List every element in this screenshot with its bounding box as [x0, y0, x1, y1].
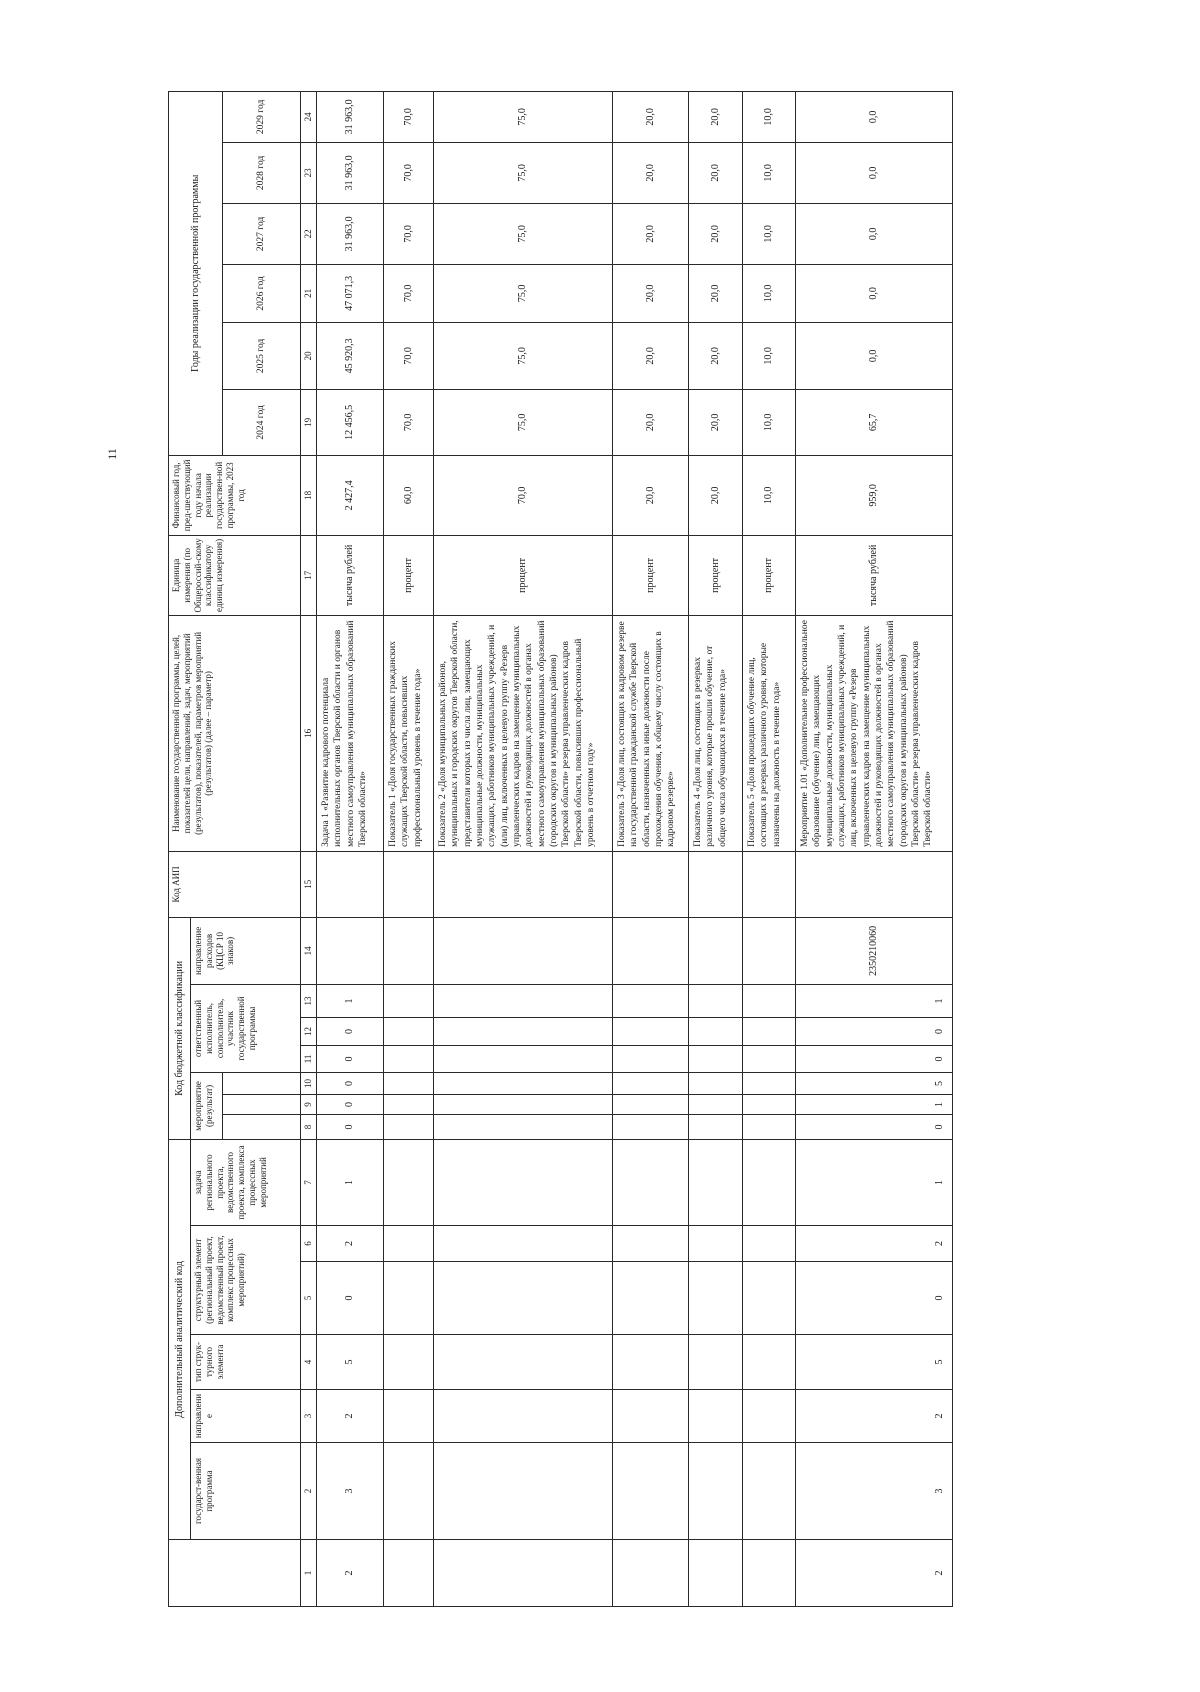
year-value-cell: 20,0: [613, 142, 689, 203]
code-cell: 3: [796, 1443, 953, 1540]
year-value-cell: 20,0: [689, 203, 743, 264]
year-value-cell: 0,0: [796, 91, 953, 142]
code-cell: 0: [317, 1072, 384, 1094]
column-number: 9: [301, 1094, 317, 1114]
year-value-cell: 70,0: [384, 264, 434, 322]
year-value-cell: 31 963,0: [317, 142, 384, 203]
header-activity-sub: [223, 1072, 301, 1094]
code-cell: 1: [317, 984, 384, 1017]
year-value-cell: 75,0: [434, 389, 613, 455]
base-year-value-cell: 20,0: [613, 455, 689, 535]
code-cell: [434, 1045, 613, 1072]
header-group-additional-code: Дополнительный аналитический код: [169, 1139, 191, 1539]
year-value-cell: 10,0: [743, 322, 796, 389]
base-year-value-cell: 70,0: [434, 455, 613, 535]
code-cell: [613, 984, 689, 1017]
year-value-cell: 75,0: [434, 203, 613, 264]
year-value-cell: 10,0: [743, 142, 796, 203]
header-expense-direction: направление расходов (КЦСР 10 знаков): [191, 917, 301, 984]
table-row: [796, 91, 953, 1606]
unit-cell: процент: [613, 535, 689, 615]
year-value-cell: 0,0: [796, 203, 953, 264]
column-number: 10: [301, 1072, 317, 1094]
item-name-cell: Показатель 5 «Доля прошедших обучение лиц, состоящих в резервах различного уровня, которые назначены на должность в течение года»: [743, 615, 796, 851]
header-year: 2026 год: [223, 264, 301, 322]
program-table: [168, 91, 953, 1607]
kcsr-cell: [434, 917, 613, 984]
header-year: 2027 год: [223, 203, 301, 264]
code-cell: [743, 1139, 796, 1225]
unit-cell: процент: [689, 535, 743, 615]
year-value-cell: 10,0: [743, 389, 796, 455]
code-cell: [384, 1017, 434, 1045]
year-value-cell: 20,0: [613, 91, 689, 142]
column-number: 23: [301, 142, 317, 203]
code-cell: [613, 1335, 689, 1390]
code-cell: [434, 1072, 613, 1094]
code-cell: [613, 1094, 689, 1114]
column-number-row: [301, 91, 317, 1606]
code-cell: [384, 1072, 434, 1094]
code-cell: [743, 1390, 796, 1443]
code-cell: [743, 1226, 796, 1262]
code-cell: 2: [796, 1540, 953, 1607]
code-cell: [743, 1045, 796, 1072]
code-cell: [689, 1017, 743, 1045]
code-cell: [689, 1335, 743, 1390]
code-cell: [434, 1139, 613, 1225]
code-cell: [434, 1262, 613, 1335]
code-cell: [743, 1262, 796, 1335]
code-cell: [434, 1226, 613, 1262]
item-name-cell: Показатель 3 «Доля лиц, состоящих в кадровом резерве на государственной гражданской службе Тверской области, назначенных на иные должности после прохождения обучения, к общему числу состоящих в кадровом резерве»: [613, 615, 689, 851]
table-row: [434, 91, 613, 1606]
code-cell: 1: [796, 984, 953, 1017]
code-cell: 0: [796, 1114, 953, 1139]
code-cell: [434, 1390, 613, 1443]
code-cell: [384, 1335, 434, 1390]
code-cell: [613, 1045, 689, 1072]
code-cell: [743, 1094, 796, 1114]
item-name-cell: Мероприятие 1.01 «Дополнительное профессиональное образование (обучение) лиц, замещающих муниципальные должности, муниципальных служащих, работников муниципальных учреждений, и лиц, включенных в целевую группу «Резерв управленческих кадров на замещение муниципальных должностей и руководящих должностей в органах местного самоуправления муниципальных образований (городских округов и муниципальных районов) Тверской области» резерва управленческих кадров Тверской области»: [796, 615, 953, 851]
header-activity-sub: [223, 1094, 301, 1114]
code-cell: [613, 1017, 689, 1045]
page-number: 11: [105, 448, 119, 460]
code-cell: [689, 1139, 743, 1225]
unit-cell: тысяча рублей: [317, 535, 384, 615]
code-cell: [384, 1443, 434, 1540]
code-cell: [434, 1540, 613, 1607]
year-value-cell: 10,0: [743, 264, 796, 322]
column-number: 3: [301, 1390, 317, 1443]
code-cell: [384, 984, 434, 1017]
code-cell: 0: [317, 1045, 384, 1072]
header-activity-sub: [223, 1114, 301, 1139]
code-cell: [384, 1262, 434, 1335]
unit-cell: процент: [434, 535, 613, 615]
code-cell: 0: [317, 1094, 384, 1114]
aip-cell: [689, 851, 743, 917]
code-cell: [613, 1139, 689, 1225]
column-number: 17: [301, 535, 317, 615]
column-number: 7: [301, 1139, 317, 1225]
code-cell: [434, 1017, 613, 1045]
table-row: [689, 91, 743, 1606]
base-year-value-cell: 2 427,4: [317, 455, 384, 535]
code-cell: 5: [317, 1335, 384, 1390]
code-cell: 2: [317, 1540, 384, 1607]
table-row: [317, 91, 384, 1606]
item-name-cell: Показатель 2 «Доля муниципальных районов, муниципальных и городских округов Тверской области, представители которых из числа лиц, замещающих муниципальные должности, муниципальных служащих, работников муниципальных учреждений, и (или) лиц, включенных в целевую группу «Резерв управленческих кадров на замещение муниципальных должностей и руководящих должностей в органах местного самоуправления муниципальных образований (городских округов и муниципальных районов) Тверской области» резерва управленческих кадров Тверской области, повысивших профессиональный уровень в отчетном году»: [434, 615, 613, 851]
year-value-cell: 75,0: [434, 322, 613, 389]
code-cell: [613, 1072, 689, 1094]
header-structural-element-type: тип струк-турного элемента: [191, 1335, 301, 1390]
code-cell: 2: [317, 1226, 384, 1262]
header-group-years: Годы реализации государственной программы: [169, 91, 223, 455]
code-cell: 1: [796, 1139, 953, 1225]
code-cell: [743, 1072, 796, 1094]
item-name-cell: Задача 1 «Развитие кадрового потенциала исполнительных органов Тверской области и органов местного самоуправления муниципальных образований Тверской области»: [317, 615, 384, 851]
year-value-cell: 20,0: [689, 389, 743, 455]
code-cell: [434, 1335, 613, 1390]
year-value-cell: 65,7: [796, 389, 953, 455]
column-number: 14: [301, 917, 317, 984]
aip-cell: [384, 851, 434, 917]
column-number: 4: [301, 1335, 317, 1390]
code-cell: 5: [796, 1072, 953, 1094]
base-year-value-cell: 959,0: [796, 455, 953, 535]
year-value-cell: 31 963,0: [317, 203, 384, 264]
table-row: [743, 91, 796, 1606]
code-cell: 0: [317, 1114, 384, 1139]
column-number: 12: [301, 1017, 317, 1045]
year-value-cell: 0,0: [796, 322, 953, 389]
code-cell: [434, 984, 613, 1017]
code-cell: 5: [796, 1335, 953, 1390]
kcsr-cell: [317, 917, 384, 984]
column-number: 24: [301, 91, 317, 142]
column-number: 1: [301, 1540, 317, 1607]
code-cell: [613, 1114, 689, 1139]
code-cell: 2: [317, 1390, 384, 1443]
year-value-cell: 45 920,3: [317, 322, 384, 389]
code-cell: [613, 1390, 689, 1443]
year-value-cell: 10,0: [743, 91, 796, 142]
year-value-cell: 75,0: [434, 91, 613, 142]
year-value-cell: 75,0: [434, 142, 613, 203]
year-value-cell: 20,0: [613, 264, 689, 322]
kcsr-cell: [743, 917, 796, 984]
year-value-cell: 20,0: [689, 142, 743, 203]
code-cell: [434, 1114, 613, 1139]
header-task: задача регионального проекта, ведомственного проекта, комплекса процессных мероприятий: [191, 1139, 301, 1225]
header-responsible-executor: ответственный исполнитель, соисполнитель, участник государственной программы: [191, 984, 301, 1072]
kcsr-cell: [689, 917, 743, 984]
code-cell: [384, 1390, 434, 1443]
column-number: 5: [301, 1262, 317, 1335]
header-row: [169, 91, 191, 1606]
code-cell: [689, 1045, 743, 1072]
kcsr-cell: 2350210060: [796, 917, 953, 984]
header-group-budget-code: Код бюджетной классификации: [169, 917, 191, 1139]
year-value-cell: 31 963,0: [317, 91, 384, 142]
code-cell: [384, 1114, 434, 1139]
item-name-cell: Показатель 4 «Доля лиц, состоящих в резервах различного уровня, которые прошли обучение, от общего числа обучающихся в течение года»: [689, 615, 743, 851]
base-year-value-cell: 10,0: [743, 455, 796, 535]
column-number: 20: [301, 322, 317, 389]
header-base-year: Финансовый год, пред-шествующий году начала реализации государствен-ной программы, 2023 год: [169, 455, 301, 535]
code-cell: [689, 1390, 743, 1443]
header-year: 2029 год: [223, 91, 301, 142]
aip-cell: [796, 851, 953, 917]
code-cell: 0: [796, 1262, 953, 1335]
column-number: 2: [301, 1443, 317, 1540]
table-row: [613, 91, 689, 1606]
code-cell: [613, 1443, 689, 1540]
code-cell: 1: [317, 1139, 384, 1225]
code-cell: 2: [796, 1390, 953, 1443]
code-cell: 0: [796, 1045, 953, 1072]
code-cell: [689, 1262, 743, 1335]
year-value-cell: 10,0: [743, 203, 796, 264]
code-cell: [384, 1540, 434, 1607]
base-year-value-cell: 20,0: [689, 455, 743, 535]
aip-cell: [743, 851, 796, 917]
code-cell: [613, 1540, 689, 1607]
program-table-sheet: [168, 92, 952, 1607]
header-item-name: Наименование государственной программы, целей, показателей цели, направлений, задач, мероприятий (результатов), показателей, параметров мероприятий (результатов) (далее – параметр): [169, 615, 301, 851]
kcsr-cell: [384, 917, 434, 984]
table-row: [384, 91, 434, 1606]
code-cell: [689, 984, 743, 1017]
code-cell: [743, 984, 796, 1017]
year-value-cell: 20,0: [689, 264, 743, 322]
year-value-cell: 0,0: [796, 264, 953, 322]
column-number: 11: [301, 1045, 317, 1072]
code-cell: 0: [317, 1017, 384, 1045]
code-cell: [434, 1094, 613, 1114]
header-state-program: государст-венная программа: [191, 1443, 301, 1540]
header-aip-code: Код АИП: [169, 851, 301, 917]
base-year-value-cell: 60,0: [384, 455, 434, 535]
year-value-cell: 70,0: [384, 91, 434, 142]
header-structural-element: структурный элемент (региональный проект, ведомственный проект, комплекс процессных мероприятий): [191, 1226, 301, 1335]
code-cell: [384, 1139, 434, 1225]
header-year: 2025 год: [223, 322, 301, 389]
year-value-cell: 12 456,5: [317, 389, 384, 455]
header-activity-result: мероприятие (результат): [191, 1072, 223, 1139]
header-year: 2024 год: [223, 389, 301, 455]
code-cell: [689, 1443, 743, 1540]
year-value-cell: 75,0: [434, 264, 613, 322]
code-cell: [384, 1226, 434, 1262]
code-cell: [689, 1114, 743, 1139]
column-number: 8: [301, 1114, 317, 1139]
year-value-cell: 20,0: [613, 203, 689, 264]
header-empty-corner: [169, 1540, 301, 1607]
kcsr-cell: [613, 917, 689, 984]
code-cell: 1: [796, 1094, 953, 1114]
column-number: 21: [301, 264, 317, 322]
header-year: 2028 год: [223, 142, 301, 203]
code-cell: [434, 1443, 613, 1540]
code-cell: [743, 1540, 796, 1607]
year-value-cell: 20,0: [613, 322, 689, 389]
column-number: 13: [301, 984, 317, 1017]
unit-cell: процент: [743, 535, 796, 615]
code-cell: [743, 1335, 796, 1390]
code-cell: [613, 1262, 689, 1335]
year-value-cell: 20,0: [689, 91, 743, 142]
code-cell: [743, 1443, 796, 1540]
code-cell: [384, 1045, 434, 1072]
code-cell: [689, 1072, 743, 1094]
column-number: 6: [301, 1226, 317, 1262]
year-value-cell: 0,0: [796, 142, 953, 203]
code-cell: 0: [796, 1017, 953, 1045]
aip-cell: [434, 851, 613, 917]
unit-cell: процент: [384, 535, 434, 615]
code-cell: [613, 1226, 689, 1262]
column-number: 15: [301, 851, 317, 917]
column-number: 19: [301, 389, 317, 455]
code-cell: 0: [317, 1262, 384, 1335]
code-cell: 3: [317, 1443, 384, 1540]
item-name-cell: Показатель 1 «Доля государственных гражданских служащих Тверской области, повысивших профессиональный уровень в течение года»: [384, 615, 434, 851]
code-cell: [743, 1114, 796, 1139]
year-value-cell: 47 071,3: [317, 264, 384, 322]
column-number: 16: [301, 615, 317, 851]
year-value-cell: 70,0: [384, 322, 434, 389]
code-cell: [689, 1226, 743, 1262]
header-unit: Единица измерения (по Общероссий-скому классификатору единиц измерения): [169, 535, 301, 615]
year-value-cell: 20,0: [689, 322, 743, 389]
code-cell: [384, 1094, 434, 1114]
column-number: 22: [301, 203, 317, 264]
aip-cell: [613, 851, 689, 917]
aip-cell: [317, 851, 384, 917]
year-value-cell: 70,0: [384, 142, 434, 203]
code-cell: [743, 1017, 796, 1045]
code-cell: [689, 1094, 743, 1114]
year-value-cell: 20,0: [613, 389, 689, 455]
year-value-cell: 70,0: [384, 389, 434, 455]
unit-cell: тысяча рублей: [796, 535, 953, 615]
code-cell: 2: [796, 1226, 953, 1262]
column-number: 18: [301, 455, 317, 535]
code-cell: [689, 1540, 743, 1607]
header-direction: направление: [191, 1390, 301, 1443]
year-value-cell: 70,0: [384, 203, 434, 264]
